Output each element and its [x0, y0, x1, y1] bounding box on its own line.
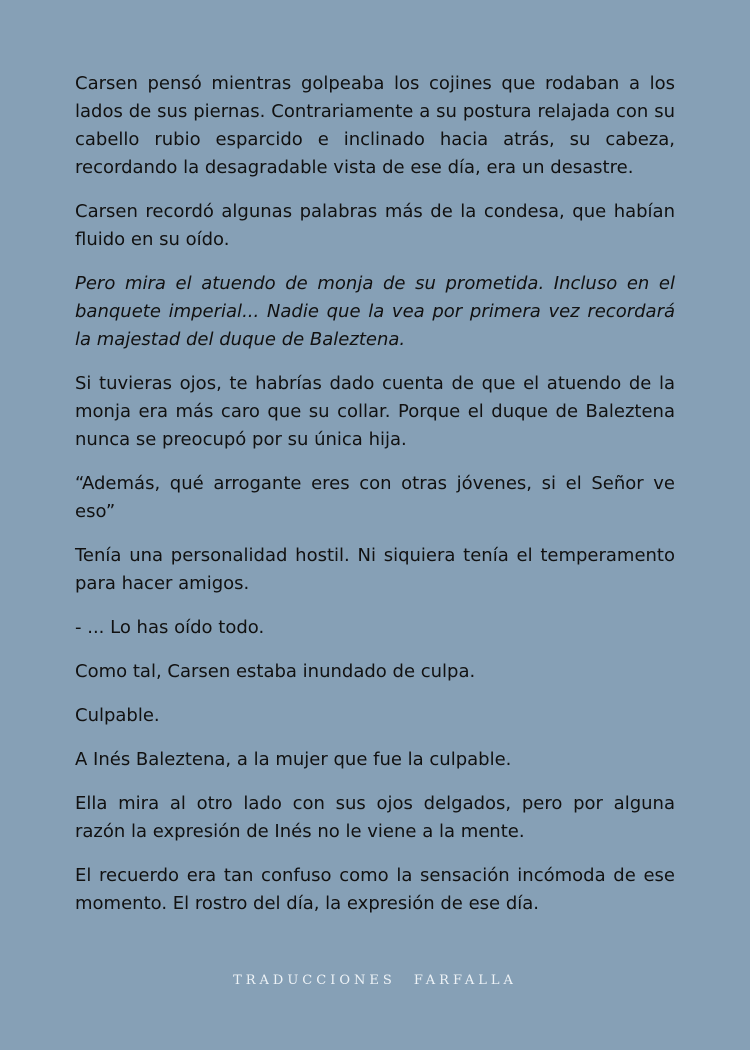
paragraph-6: Tenía una personalidad hostil. Ni siquiera tenía el temperamento para hacer amigos. [75, 545, 675, 594]
paragraph-5-dialogue: “Además, qué arrogante eres con otras jóvenes, si el Señor ve eso” [75, 473, 675, 522]
page-footer: TRADUCCIONES FARFALLA [233, 973, 517, 988]
paragraph-1: Carsen pensó mientras golpeaba los cojines que rodaban a los lados de sus piernas. Contrariamente a su postura relajada con su cabello rubio esparcido e inclinado hacia atrás, su cabeza, recordando la desagradable vista de ese día, era un desastre. [75, 73, 675, 178]
paragraph-11: Ella mira al otro lado con sus ojos delgados, pero por alguna razón la expresión de Inés no le viene a la mente. [75, 793, 675, 842]
paragraph-8: Como tal, Carsen estaba inundado de culpa. [75, 661, 476, 682]
paragraph-4: Si tuvieras ojos, te habrías dado cuenta de que el atuendo de la monja era más caro que su collar. Porque el duque de Baleztena nunca se preocupó por su única hija. [75, 373, 675, 450]
paragraph-7-dialogue: - ... Lo has oído todo. [75, 617, 265, 638]
paragraph-2: Carsen recordó algunas palabras más de la condesa, que habían fluido en su oído. [75, 201, 675, 250]
paragraph-10: A Inés Baleztena, a la mujer que fue la culpable. [75, 749, 512, 770]
paragraph-12: El recuerdo era tan confuso como la sensación incómoda de ese momento. El rostro del día, la expresión de ese día. [75, 865, 675, 914]
document-body [75, 70, 675, 934]
paragraph-3-italic: Pero mira el atuendo de monja de su prometida. Incluso en el banquete imperial... Nadie que la vea por primera vez recordará la majestad del duque de Baleztena. [75, 273, 675, 350]
paragraph-9: Culpable. [75, 705, 160, 726]
